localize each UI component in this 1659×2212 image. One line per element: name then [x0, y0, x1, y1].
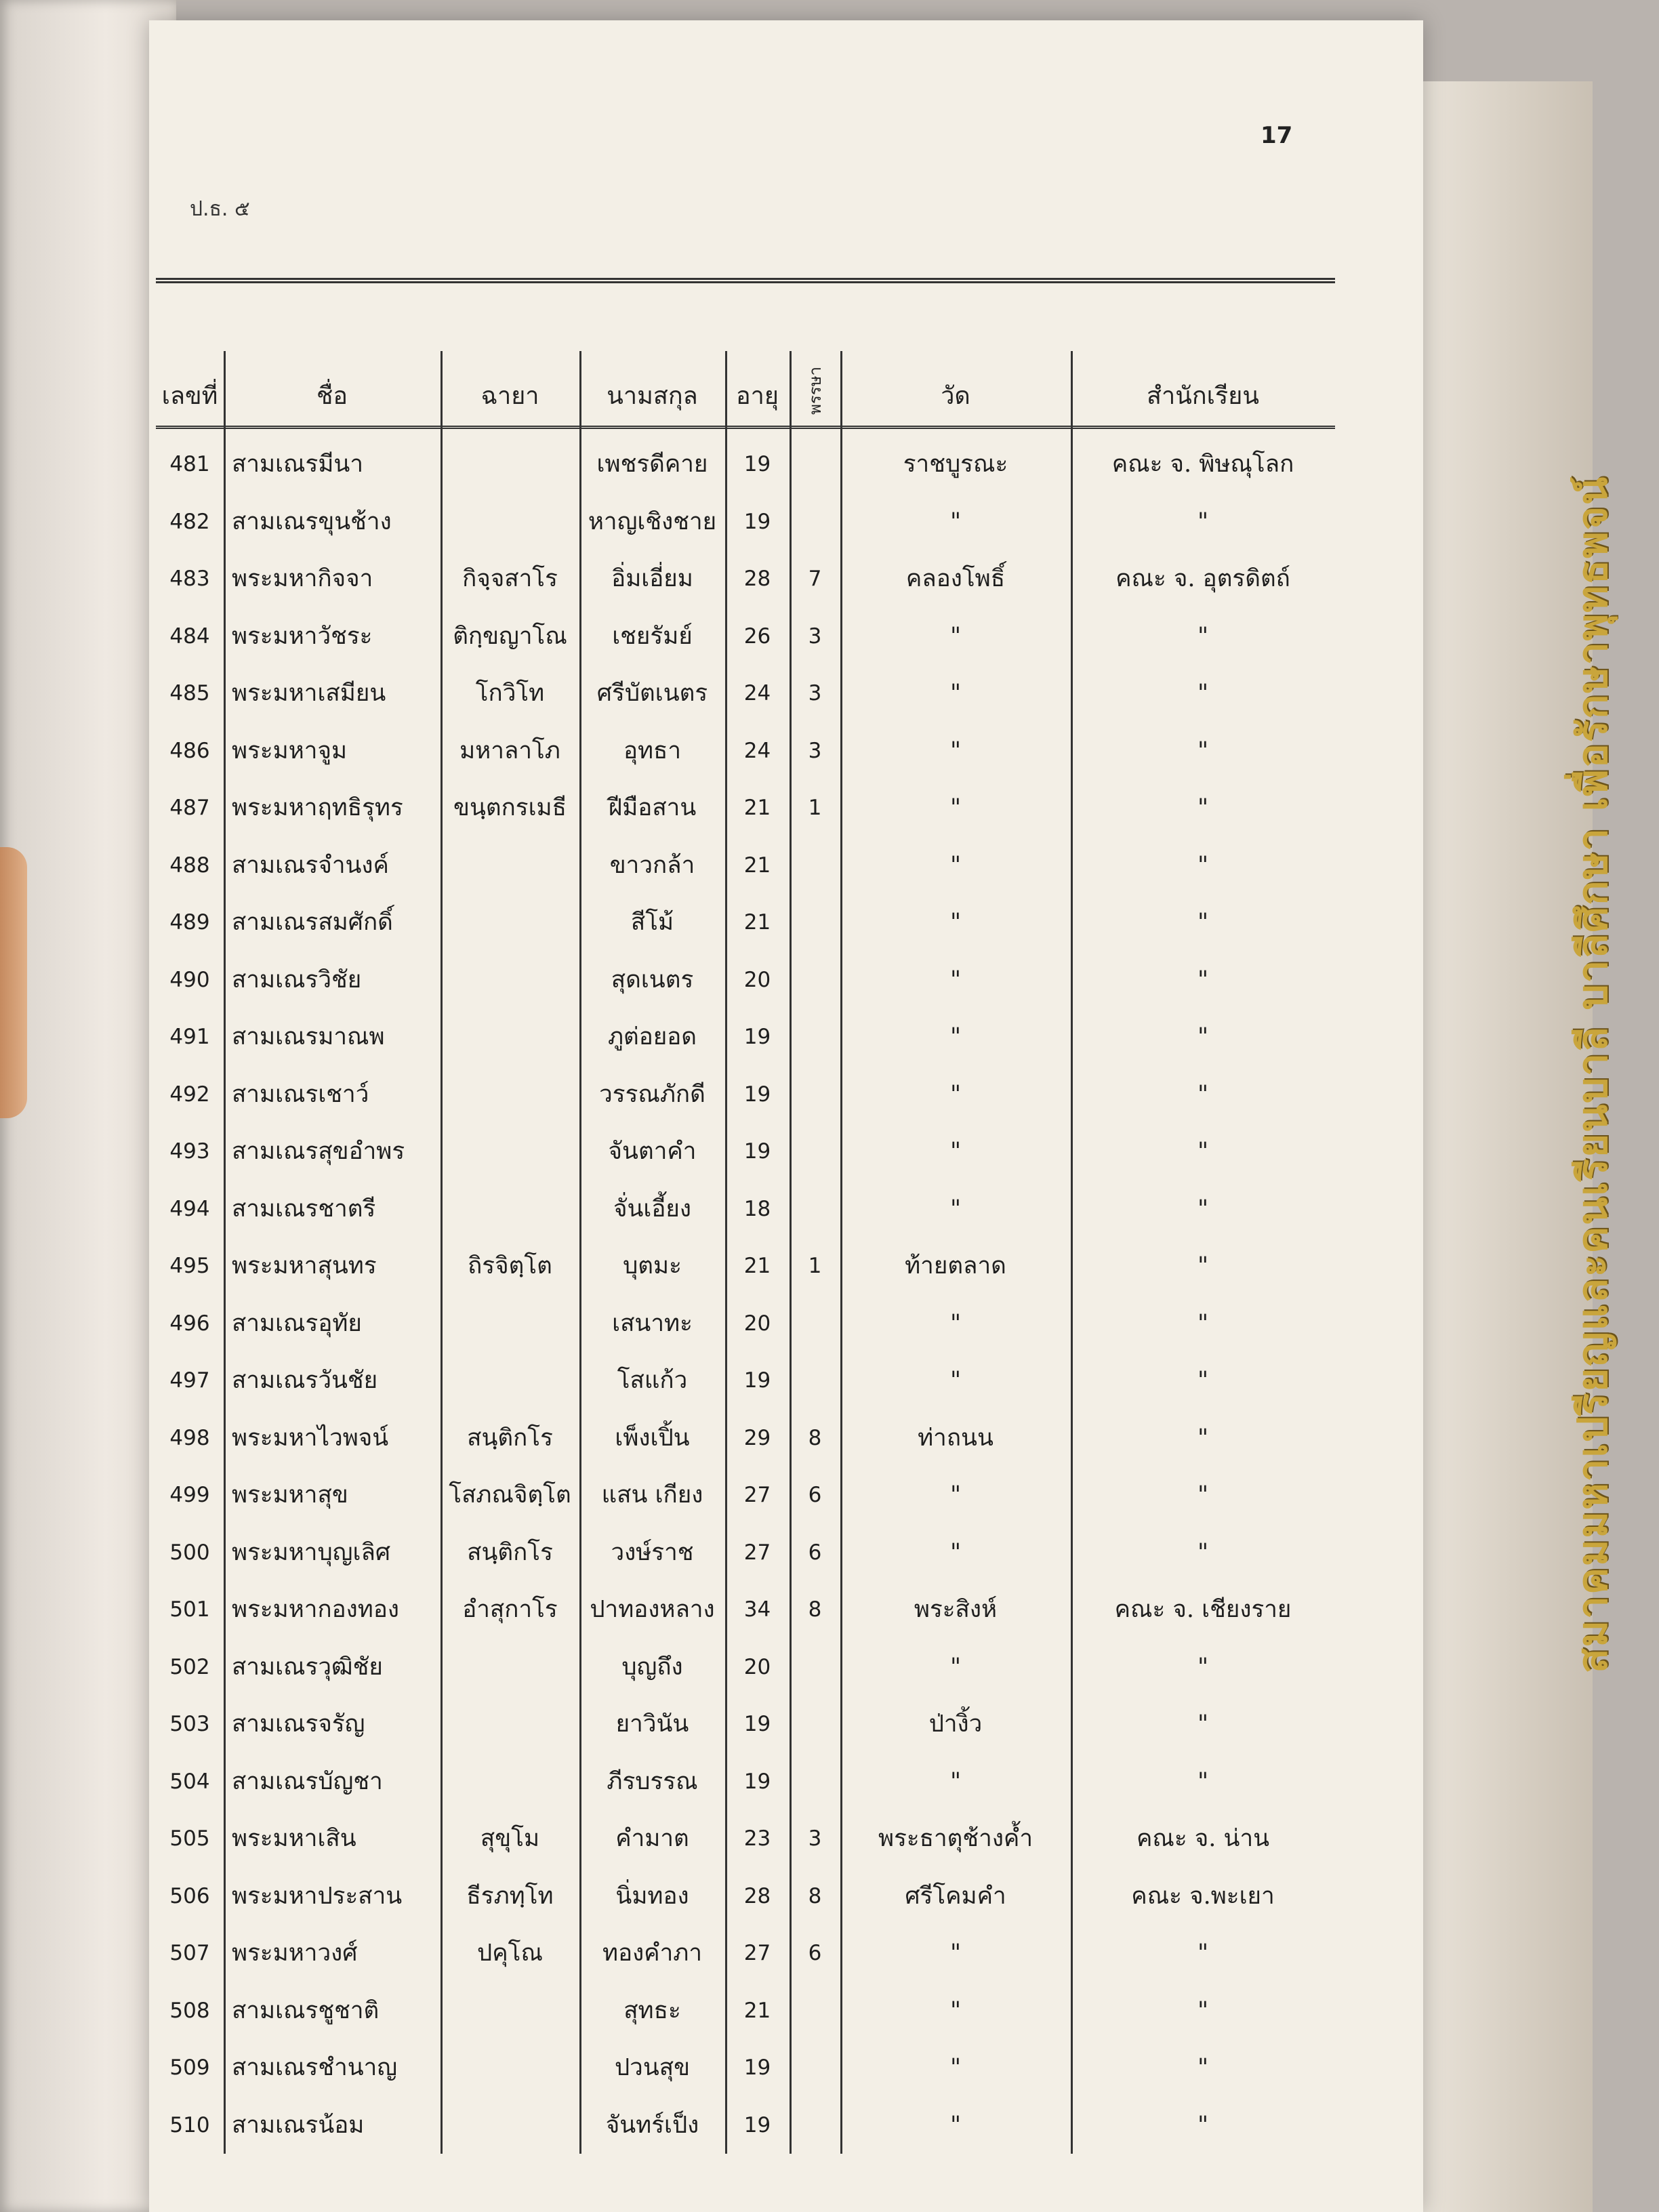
cell-no: 486 — [169, 738, 210, 763]
table-row — [156, 951, 1335, 1009]
header-wat: วัด — [941, 382, 970, 410]
cell-chaya: อำสุกาโร — [462, 1596, 558, 1623]
cell-no: 489 — [169, 910, 210, 935]
cell-no: 491 — [169, 1025, 210, 1049]
cell-wat: " — [949, 1481, 962, 1509]
cell-surname: ทองคำภา — [602, 1940, 702, 1967]
cell-no: 501 — [169, 1597, 210, 1622]
cell-chaya — [441, 493, 579, 551]
cell-age: 27 — [743, 1540, 771, 1565]
cell-pansa — [790, 1639, 840, 1696]
cell-school: " — [1197, 508, 1209, 535]
cell-wat: พระธาตุช้างค้ำ — [878, 1825, 1033, 1852]
cell-name: สามเณรมีนา — [232, 451, 363, 478]
cell-age: 27 — [743, 1483, 771, 1507]
cell-no: 485 — [169, 681, 210, 705]
cell-chaya — [441, 1696, 579, 1753]
cell-school: " — [1197, 1940, 1209, 1967]
cell-no: 499 — [169, 1483, 210, 1507]
header-school: สำนักเรียน — [1147, 382, 1259, 410]
cell-chaya: สุขุโม — [480, 1825, 540, 1852]
cell-wat: " — [949, 1767, 962, 1795]
cell-wat: " — [949, 2111, 962, 2139]
cell-school: " — [1197, 1996, 1209, 2024]
cell-surname: ภีรบรรณ — [607, 1767, 698, 1795]
cell-no: 508 — [169, 1998, 210, 2023]
cell-name: พระมหาจูม — [232, 737, 348, 764]
cell-age: 20 — [743, 967, 771, 992]
cell-chaya — [441, 1753, 579, 1811]
cell-surname: วงษ์ราช — [611, 1538, 694, 1566]
cell-name: สามเณรจำนงค์ — [232, 851, 389, 879]
table-row — [156, 1181, 1335, 1238]
table-row — [156, 1696, 1335, 1753]
cell-pansa — [790, 436, 840, 493]
table-row — [156, 1524, 1335, 1582]
header-pansa-text: พรรษา — [806, 367, 825, 415]
cell-school: " — [1197, 1138, 1209, 1165]
cell-chaya — [441, 1982, 579, 2040]
document-page — [149, 20, 1423, 2212]
cell-chaya — [441, 1295, 579, 1353]
cell-no: 483 — [169, 567, 210, 591]
cell-school: " — [1197, 2054, 1209, 2081]
cell-surname: อุทธา — [623, 737, 682, 764]
cell-school: " — [1197, 737, 1209, 764]
cell-age: 19 — [743, 1025, 771, 1049]
cell-chaya — [441, 1352, 579, 1410]
cell-chaya: ติกฺขญาโณ — [453, 622, 567, 650]
cell-name: พระมหากองทอง — [232, 1596, 399, 1623]
table-row — [156, 1753, 1335, 1811]
cell-surname: โสแก้ว — [617, 1367, 688, 1394]
cell-age: 34 — [743, 1597, 771, 1622]
cell-pansa — [790, 1066, 840, 1124]
cell-chaya — [441, 2039, 579, 2097]
cell-no: 488 — [169, 853, 210, 878]
cell-name: พระมหาบุญเลิศ — [232, 1538, 391, 1566]
cell-surname: แสน เกียง — [601, 1481, 703, 1509]
cell-age: 27 — [743, 1941, 771, 1965]
cell-name: สามเณรมาณพ — [232, 1023, 385, 1050]
cell-age: 29 — [743, 1425, 771, 1450]
table-row — [156, 493, 1335, 551]
cell-no: 496 — [169, 1311, 210, 1336]
cell-pansa: 7 — [808, 567, 822, 591]
cell-age: 28 — [743, 567, 771, 591]
cell-surname: สุทธะ — [623, 1996, 681, 2024]
cell-surname: ฝีมือสาน — [608, 794, 697, 821]
cell-name: สามเณรชำนาญ — [232, 2054, 398, 2081]
cell-pansa — [790, 1008, 840, 1066]
cell-no: 495 — [169, 1254, 210, 1278]
cell-name: สามเณรสุขอำพร — [232, 1138, 405, 1165]
page-number: 17 — [1261, 122, 1293, 149]
cell-school: " — [1197, 2111, 1209, 2139]
cell-school: " — [1197, 1424, 1209, 1452]
cell-school: คณะ จ. เชียงราย — [1114, 1596, 1292, 1623]
cell-age: 20 — [743, 1654, 771, 1679]
table-row — [156, 2097, 1335, 2154]
cell-chaya — [441, 1181, 579, 1238]
cell-pansa — [790, 1753, 840, 1811]
cell-pansa — [790, 837, 840, 895]
cell-wat: " — [949, 909, 962, 936]
cell-chaya: ธีรภทฺโท — [466, 1882, 554, 1910]
cell-name: สามเณรอุทัย — [232, 1309, 362, 1337]
header-age: อายุ — [736, 382, 779, 410]
cell-name: พระมหาเสิน — [232, 1825, 356, 1852]
header-pansa — [790, 351, 840, 426]
cell-age: 28 — [743, 1883, 771, 1908]
table-row — [156, 608, 1335, 665]
cell-pansa: 6 — [808, 1941, 822, 1965]
cell-surname: เชยรัมย์ — [612, 622, 693, 650]
cell-no: 492 — [169, 1082, 210, 1107]
cell-age: 24 — [743, 738, 771, 763]
cell-surname: บุตมะ — [623, 1252, 682, 1279]
cell-name: สามเณรวิชัย — [232, 966, 362, 994]
table-row — [156, 1352, 1335, 1410]
cell-pansa: 3 — [808, 681, 822, 705]
cell-no: 487 — [169, 796, 210, 820]
cell-chaya — [441, 1639, 579, 1696]
cell-age: 19 — [743, 2055, 771, 2080]
cell-pansa: 8 — [808, 1597, 822, 1622]
cell-no: 482 — [169, 509, 210, 534]
cell-school: " — [1197, 1023, 1209, 1050]
table-row — [156, 1467, 1335, 1524]
cell-pansa: 3 — [808, 623, 822, 649]
cell-wat: " — [949, 851, 962, 879]
cell-wat: " — [949, 2054, 962, 2081]
cell-wat: " — [949, 1023, 962, 1050]
cell-no: 504 — [169, 1769, 210, 1794]
cell-wat: ท่าถนน — [918, 1424, 994, 1452]
cell-name: สามเณรจรัญ — [232, 1711, 365, 1738]
watermark: สมาคมมหาเปรียญและคนเรียนบาลี บาลีศึกษา เพื่อรักษาพุทธพจน์ — [1569, 475, 1617, 1673]
cell-wat: " — [949, 1996, 962, 2024]
table-row — [156, 436, 1335, 493]
cell-school: " — [1197, 1367, 1209, 1394]
cell-no: 493 — [169, 1139, 210, 1164]
cell-surname: จั่นเอี้ยง — [613, 1195, 691, 1223]
cell-pansa — [790, 1982, 840, 2040]
cell-no: 507 — [169, 1941, 210, 1965]
cell-pansa: 8 — [808, 1425, 822, 1450]
cell-wat: " — [949, 794, 962, 821]
cell-age: 21 — [743, 910, 771, 935]
cell-school: " — [1197, 1538, 1209, 1566]
cell-wat: " — [949, 1940, 962, 1967]
table-row — [156, 1237, 1335, 1295]
cell-school: " — [1197, 1252, 1209, 1279]
table-row — [156, 1810, 1335, 1868]
cell-age: 19 — [743, 1368, 771, 1393]
cell-chaya — [441, 2097, 579, 2154]
cell-no: 509 — [169, 2055, 210, 2080]
cell-name: พระมหากิจจา — [232, 565, 373, 592]
cell-chaya — [441, 837, 579, 895]
cell-age: 21 — [743, 853, 771, 878]
cell-age: 18 — [743, 1196, 771, 1221]
cell-no: 484 — [169, 623, 210, 649]
cell-age: 19 — [743, 1712, 771, 1736]
cell-chaya — [441, 1123, 579, 1181]
cell-age: 21 — [743, 1998, 771, 2023]
cell-wat: ศรีโคมคำ — [905, 1882, 1006, 1910]
cell-age: 20 — [743, 1311, 771, 1336]
cell-chaya: ขนฺตกรเมธี — [453, 794, 567, 821]
table-row — [156, 837, 1335, 895]
cell-wat: " — [949, 508, 962, 535]
cell-name: พระมหาประสาน — [232, 1882, 403, 1910]
cell-name: พระมหาไวพจน์ — [232, 1424, 389, 1452]
cell-chaya: โกวิโท — [475, 680, 545, 707]
cell-wat: " — [949, 1309, 962, 1337]
cell-no: 502 — [169, 1654, 210, 1679]
cell-age: 21 — [743, 1254, 771, 1278]
cell-pansa — [790, 1696, 840, 1753]
cell-wat: " — [949, 1080, 962, 1108]
cell-name: สามเณรชาตรี — [232, 1195, 376, 1223]
cell-wat: " — [949, 966, 962, 994]
cell-school: " — [1197, 1080, 1209, 1108]
page-tag: ป.ธ. ๕ — [190, 197, 250, 221]
cell-chaya — [441, 951, 579, 1009]
cell-name: สามเณรชูชาติ — [232, 1996, 380, 2024]
cell-name: สามเณรวุฒิชัย — [232, 1653, 383, 1681]
cell-name: สามเณรบัญชา — [232, 1767, 383, 1795]
cell-wat: คลองโพธิ์ — [905, 565, 1006, 592]
table-row — [156, 2039, 1335, 2097]
cell-surname: สุดเนตร — [611, 966, 694, 994]
results-table — [156, 278, 1335, 2154]
cell-school: " — [1197, 909, 1209, 936]
cell-chaya — [441, 436, 579, 493]
cell-name: พระมหาฤทธิรุทร — [232, 794, 403, 821]
cell-name: สามเณรขุนช้าง — [232, 508, 392, 535]
cell-chaya — [441, 1066, 579, 1124]
cell-chaya: ปคุโณ — [477, 1940, 543, 1967]
cell-school: " — [1197, 1653, 1209, 1681]
cell-name: พระมหาวัชระ — [232, 622, 373, 650]
cell-school: " — [1197, 966, 1209, 994]
cell-age: 24 — [743, 681, 771, 705]
cell-wat: ราชบูรณะ — [903, 451, 1008, 478]
cell-surname: ปวนสุข — [614, 2054, 691, 2081]
cell-school: คณะ จ. พิษณุโลก — [1111, 451, 1294, 478]
table-row — [156, 779, 1335, 837]
table-row — [156, 550, 1335, 608]
cell-school: คณะ จ. น่าน — [1136, 1825, 1270, 1852]
cell-name: สามเณรสมศักดิ์ — [232, 909, 393, 936]
cell-surname: เพชรดีคาย — [596, 451, 708, 478]
cell-surname: คำมาต — [615, 1825, 689, 1852]
cell-pansa: 6 — [808, 1483, 822, 1507]
cell-school: " — [1197, 1481, 1209, 1509]
cell-no: 481 — [169, 452, 210, 476]
table-row — [156, 1123, 1335, 1181]
cell-wat: " — [949, 737, 962, 764]
cell-surname: ขาวกล้า — [609, 851, 695, 879]
cell-surname: อิ่มเอี่ยม — [611, 565, 693, 592]
header-surname: นามสกุล — [607, 382, 698, 410]
cell-chaya: กิจฺจสาโร — [462, 565, 558, 592]
table-row — [156, 1008, 1335, 1066]
cell-no: 490 — [169, 967, 210, 992]
cell-no: 510 — [169, 2112, 210, 2137]
cell-name: สามเณรเชาว์ — [232, 1080, 369, 1108]
cell-no: 505 — [169, 1826, 210, 1851]
cell-school: คณะ จ.พะเยา — [1131, 1882, 1275, 1910]
cell-surname: จันทร์เป็ง — [605, 2111, 699, 2139]
cell-surname: สีโม้ — [630, 909, 674, 936]
table-row — [156, 1295, 1335, 1353]
cell-name: สามเณรวันชัย — [232, 1367, 378, 1394]
cell-pansa: 1 — [808, 1254, 822, 1278]
table-row — [156, 1410, 1335, 1467]
cell-surname: ปาทองหลาง — [590, 1596, 715, 1623]
cell-school: " — [1197, 1195, 1209, 1223]
cell-age: 19 — [743, 2112, 771, 2137]
cell-chaya: ถิรจิตฺโต — [468, 1252, 552, 1279]
table-row — [156, 894, 1335, 951]
cell-age: 19 — [743, 1139, 771, 1164]
header-no: เลขที่ — [161, 382, 218, 410]
cell-wat: " — [949, 1195, 962, 1223]
table-row — [156, 1982, 1335, 2040]
cell-wat: ท้ายตลาด — [905, 1252, 1006, 1279]
cell-name: พระมหาสุข — [232, 1481, 348, 1509]
cell-pansa — [790, 1352, 840, 1410]
cell-chaya: โสภณจิตฺโต — [449, 1481, 571, 1509]
cell-name: พระมหาสุนทร — [232, 1252, 377, 1279]
header-chaya: ฉายา — [480, 382, 539, 410]
cell-surname: นิ่มทอง — [615, 1882, 689, 1910]
cell-pansa — [790, 1295, 840, 1353]
cell-wat: ป่างิ้ว — [928, 1711, 983, 1738]
cell-pansa: 6 — [808, 1540, 822, 1565]
table-row — [156, 1581, 1335, 1639]
table-header — [156, 351, 1335, 429]
cell-surname: จันตาคำ — [608, 1138, 697, 1165]
cell-pansa: 8 — [808, 1883, 822, 1908]
cell-age: 21 — [743, 796, 771, 820]
cell-age: 19 — [743, 1769, 771, 1794]
cell-school: " — [1197, 1767, 1209, 1795]
cell-no: 497 — [169, 1368, 210, 1393]
cell-pansa: 3 — [808, 1826, 822, 1851]
cell-surname: เพ็งเปิ้น — [615, 1424, 690, 1452]
cell-wat: " — [949, 622, 962, 650]
cell-age: 23 — [743, 1826, 771, 1851]
cell-pansa — [790, 1181, 840, 1238]
cell-surname: ยาวินัน — [615, 1711, 689, 1738]
cell-pansa: 1 — [808, 796, 822, 820]
cell-age: 19 — [743, 509, 771, 534]
cell-surname: ศรีบัตเนตร — [596, 680, 708, 707]
cell-school: " — [1197, 851, 1209, 879]
cell-pansa — [790, 493, 840, 551]
cell-age: 19 — [743, 452, 771, 476]
cell-wat: " — [949, 1138, 962, 1165]
cell-no: 506 — [169, 1883, 210, 1908]
table-row — [156, 722, 1335, 780]
table-row — [156, 1066, 1335, 1124]
cell-wat: " — [949, 1653, 962, 1681]
cell-wat: " — [949, 1367, 962, 1394]
cell-no: 503 — [169, 1712, 210, 1736]
cell-surname: บุญถึง — [621, 1653, 683, 1681]
cell-pansa — [790, 1123, 840, 1181]
thumb — [0, 847, 27, 1118]
table-row — [156, 665, 1335, 722]
table-row — [156, 1925, 1335, 1982]
cell-surname: หาญเชิงชาย — [588, 508, 717, 535]
cell-wat: " — [949, 680, 962, 707]
cell-school: " — [1197, 794, 1209, 821]
cell-pansa — [790, 894, 840, 951]
cell-surname: วรรณภักดี — [599, 1080, 705, 1108]
cell-age: 19 — [743, 1082, 771, 1107]
table-row — [156, 1868, 1335, 1925]
cell-chaya: สนฺติกโร — [467, 1538, 553, 1566]
cell-no: 500 — [169, 1540, 210, 1565]
cell-chaya: มหาลาโภ — [459, 737, 560, 764]
cell-school: " — [1197, 622, 1209, 650]
cell-school: " — [1197, 1711, 1209, 1738]
cell-age: 26 — [743, 623, 771, 649]
cell-wat: พระสิงห์ — [914, 1596, 998, 1623]
cell-school: " — [1197, 680, 1209, 707]
table-body — [156, 436, 1335, 2154]
cell-name: พระมหาวงศ์ — [232, 1940, 358, 1967]
cell-chaya — [441, 1008, 579, 1066]
cell-surname: เสนาทะ — [612, 1309, 693, 1337]
cell-pansa — [790, 951, 840, 1009]
cell-school: " — [1197, 1309, 1209, 1337]
cell-pansa — [790, 2097, 840, 2154]
header-name: ชื่อ — [316, 382, 348, 410]
cell-no: 494 — [169, 1196, 210, 1221]
cell-no: 498 — [169, 1425, 210, 1450]
cell-name: สามเณรน้อม — [232, 2111, 365, 2139]
cell-surname: ภูต่อยอด — [607, 1023, 697, 1050]
cell-pansa — [790, 2039, 840, 2097]
cell-chaya — [441, 894, 579, 951]
cell-pansa: 3 — [808, 738, 822, 763]
table-row — [156, 1639, 1335, 1696]
cell-name: พระมหาเสมียน — [232, 680, 386, 707]
cell-chaya: สนฺติกโร — [467, 1424, 553, 1452]
cell-wat: " — [949, 1538, 962, 1566]
cell-school: คณะ จ. อุตรดิตถ์ — [1115, 565, 1290, 592]
